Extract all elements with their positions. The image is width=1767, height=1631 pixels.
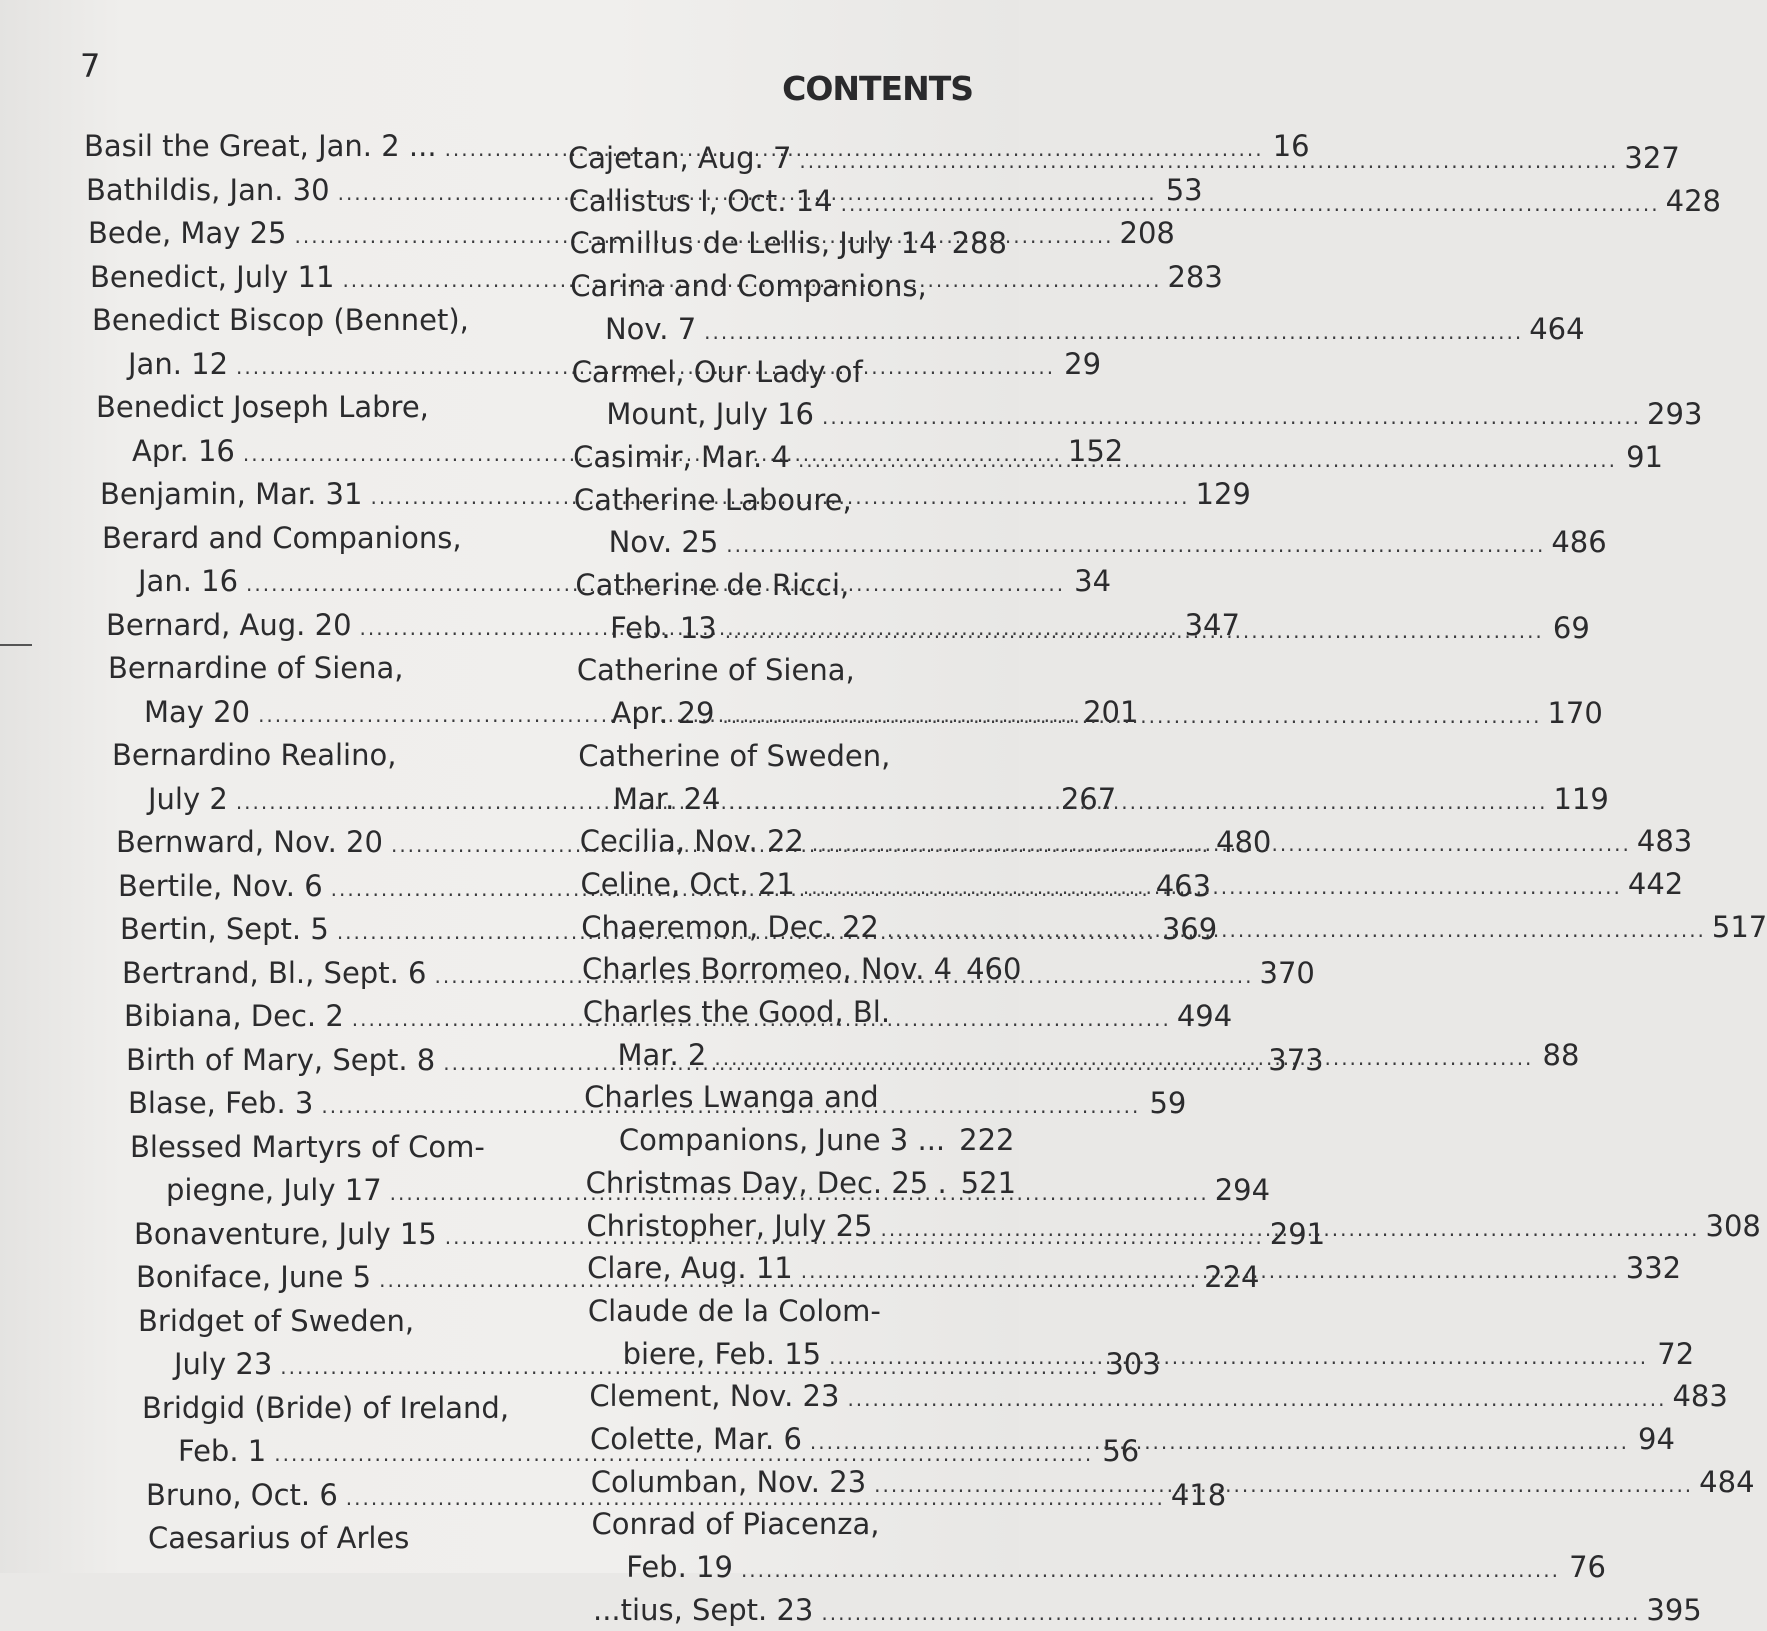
entry-page-number: 208: [1119, 216, 1175, 250]
entry-page-number: 170: [1547, 696, 1603, 731]
dot-leader: [822, 399, 1641, 435]
entry-name: Bridgid (Bride) of Ireland,: [142, 1390, 510, 1425]
entry-name: Conrad of Piacenza,: [591, 1507, 880, 1542]
entry-page-number: 521: [960, 1165, 1017, 1200]
dot-leader: [799, 143, 1618, 179]
entry-page-number: 288: [951, 226, 1007, 261]
index-entry: [112, 737, 410, 773]
index-entry: [585, 1165, 1017, 1201]
dot-leader: [741, 1552, 1560, 1588]
entry-name: Bruno, Oct. 6: [146, 1477, 338, 1512]
entry-page-number: 267: [1060, 781, 1117, 816]
index-entry: [583, 994, 904, 1030]
entry-name: Carina and Companions,: [570, 269, 927, 304]
entry-name: Catherine Laboure,: [573, 482, 852, 517]
index-entry: [96, 389, 443, 425]
entry-name: Benedict Joseph Labre,: [96, 390, 429, 424]
entry-name: Catherine of Sweden,: [578, 738, 891, 773]
index-entry: [570, 268, 940, 304]
entry-name: ...tius, Sept. 23: [593, 1592, 814, 1627]
index-entry: [148, 1520, 423, 1556]
entry-name: July 2: [148, 781, 228, 816]
index-entry: [578, 738, 904, 774]
entry-name: Apr. 29: [611, 696, 715, 731]
dot-leader: [847, 1381, 1666, 1417]
entry-page-number: 69: [1552, 610, 1590, 645]
entry-name: Birth of Mary, Sept. 8: [126, 1042, 436, 1077]
entry-name: Colette, Mar. 6: [590, 1422, 802, 1456]
entry-name: Bonaventure, July 15: [134, 1216, 437, 1251]
entry-name: Bertrand, Bl., Sept. 6: [122, 955, 427, 990]
entry-name: Celine, Oct. 21: [580, 866, 795, 901]
index-entry: [604, 311, 1585, 347]
entry-name: Feb. 13: [610, 610, 717, 645]
entry-name: Companions, June 3 ...: [618, 1123, 946, 1158]
index-entry: [574, 482, 866, 518]
entry-name: Bertile, Nov. 6: [118, 868, 323, 903]
entry-name: Bridget of Sweden,: [138, 1303, 415, 1338]
entry-name: Berard and Companions,: [102, 520, 462, 555]
index-entry: [577, 652, 869, 688]
entry-page-number: 224: [1204, 1260, 1260, 1294]
index-entry: [608, 524, 1607, 560]
entry-name: Apr. 16: [132, 433, 235, 468]
dot-leader: [810, 1424, 1629, 1460]
entry-page-number: 442: [1627, 866, 1684, 901]
entry-name: Benedict, July 11: [90, 259, 335, 294]
entry-name: Clare, Aug. 11: [587, 1251, 793, 1286]
index-entry: [92, 302, 483, 338]
entry-name: Claude de la Colom-: [587, 1293, 881, 1328]
entry-name: Bernard, Aug. 20: [106, 607, 352, 642]
entry-name: Benedict Biscop (Bennet),: [92, 303, 469, 337]
dot-leader: [798, 442, 1617, 478]
entry-page-number: 222: [959, 1123, 1015, 1158]
dot-leader: [726, 527, 1545, 563]
entry-page-number: 201: [1083, 694, 1139, 729]
entry-page-number: 293: [1647, 397, 1703, 432]
entry-page-number: 327: [1624, 141, 1680, 175]
entry-page-number: 34: [1074, 564, 1112, 598]
dot-leader: [874, 1467, 1693, 1503]
index-entry: [138, 1303, 428, 1339]
entry-page-number: 395: [1646, 1592, 1702, 1627]
index-entry: [592, 1506, 894, 1542]
running-head: CONTENTS: [782, 69, 973, 108]
dot-leader: [880, 1211, 1699, 1247]
index-entry: [142, 1390, 523, 1426]
dot-leader: [728, 784, 1547, 820]
index-entry: [575, 567, 863, 603]
entry-name: Blessed Martyrs of Com-: [130, 1129, 485, 1164]
dot-leader: [887, 912, 1706, 948]
entry-page-number: 88: [1542, 1037, 1580, 1072]
entry-page-number: 463: [1155, 868, 1212, 903]
entry-page-number: 16: [1272, 129, 1310, 163]
entry-page-number: 494: [1176, 999, 1233, 1033]
entry-page-number: 460: [966, 952, 1022, 987]
entry-page-number: 283: [1167, 259, 1223, 294]
entry-name: Chaeremon, Dec. 22: [581, 909, 879, 944]
entry-page-number: 291: [1269, 1216, 1326, 1251]
index-entry: [606, 396, 1703, 432]
entry-name: Nov. 7: [604, 311, 697, 346]
entry-name: Carmel, Our Lady of: [571, 354, 863, 389]
dot-leader: [812, 826, 1631, 862]
dot-leader: [841, 186, 1660, 222]
entry-page-number: 119: [1553, 781, 1609, 816]
entry-name: Feb. 1: [178, 1434, 267, 1468]
entry-page-number: 152: [1067, 433, 1124, 468]
entry-name: Camillus de Lellis, July 14: [569, 226, 938, 261]
entry-page-number: 370: [1259, 955, 1315, 990]
entry-page-number: 76: [1569, 1550, 1606, 1585]
index-entry: [588, 1293, 895, 1329]
index-entry: [626, 1549, 1606, 1585]
entry-name: Columban, Nov. 23: [590, 1464, 867, 1499]
entry-page-number: 373: [1268, 1042, 1324, 1077]
dot-leader: [829, 1339, 1648, 1375]
entry-name: Bernardine of Siena,: [108, 651, 404, 685]
index-entry: [584, 1079, 893, 1115]
entry-page-number: 94: [1638, 1422, 1675, 1456]
entry-name: Mar. 24: [613, 781, 721, 816]
index-entry: [102, 520, 476, 556]
entry-name: Nov. 25: [608, 525, 719, 560]
index-entry: [130, 1129, 499, 1165]
entry-name: Cecilia, Nov. 22: [579, 824, 804, 859]
entry-name: Bernward, Nov. 20: [116, 825, 383, 859]
dot-leader: [801, 1253, 1620, 1289]
entry-page-number: 53: [1165, 172, 1203, 207]
index-entry: [572, 354, 877, 390]
entry-name: Clement, Nov. 23: [589, 1379, 840, 1414]
entry-page-number: 59: [1149, 1086, 1187, 1120]
index-entry: [569, 225, 1007, 261]
dot-leader: [714, 1040, 1533, 1076]
entry-name: Callistus I, Oct. 14: [568, 183, 833, 218]
entry-name: Charles Borromeo, Nov. 4: [581, 952, 953, 987]
entry-page-number: 332: [1625, 1251, 1682, 1286]
entry-page-number: 464: [1529, 311, 1585, 346]
entry-page-number: 129: [1195, 477, 1251, 511]
entry-name: piegne, July 17: [166, 1173, 382, 1207]
entry-name: Christmas Day, Dec. 25 .: [585, 1165, 947, 1200]
entry-page-number: 428: [1665, 183, 1721, 218]
dot-leader: [803, 869, 1622, 905]
index-entry: [618, 1122, 1015, 1158]
entry-page-number: 294: [1214, 1173, 1271, 1207]
entry-page-number: 369: [1161, 912, 1218, 946]
entry-name: Jan. 12: [128, 346, 229, 381]
entry-page-number: 517: [1711, 909, 1767, 944]
index-entry: [593, 1592, 1702, 1628]
page-number: 7: [80, 47, 101, 85]
entry-name: Jan. 16: [138, 564, 239, 598]
entry-page-number: 29: [1064, 346, 1102, 381]
entry-name: Blase, Feb. 3: [128, 1086, 314, 1120]
entry-name: Caesarius of Arles: [148, 1521, 410, 1555]
entry-name: Bibiana, Dec. 2: [124, 999, 344, 1033]
entry-name: Catherine of Siena,: [576, 653, 855, 688]
entry-name: Charles the Good, Bl.: [582, 995, 891, 1029]
entry-name: Mount, July 16: [606, 397, 815, 432]
entry-name: July 23: [174, 1347, 273, 1381]
entry-name: Feb. 19: [626, 1550, 733, 1585]
dot-leader: [725, 613, 1544, 649]
entry-name: Mar. 2: [617, 1037, 707, 1072]
margin-mark: [0, 644, 32, 646]
entry-name: Bede, May 25: [88, 216, 287, 250]
entry-page-number: 347: [1184, 607, 1240, 642]
entry-name: Basil the Great, Jan. 2 ...: [84, 129, 437, 163]
entry-name: Cajetan, Aug. 7: [568, 141, 792, 175]
entry-name: Boniface, June 5: [136, 1260, 372, 1294]
entry-page-number: 56: [1102, 1434, 1140, 1468]
index-entry: [108, 650, 417, 686]
dot-leader: [821, 1595, 1640, 1631]
entry-name: Bathildis, Jan. 30: [86, 172, 330, 207]
entry-name: biere, Feb. 15: [622, 1336, 822, 1371]
entry-name: Catherine de Ricci,: [575, 568, 850, 602]
entry-page-number: 480: [1216, 825, 1272, 859]
entry-name: Bernardino Realino,: [112, 738, 397, 772]
entry-page-number: 484: [1699, 1464, 1755, 1499]
entry-name: Benjamin, Mar. 31: [100, 477, 363, 511]
entry-page-number: 308: [1705, 1208, 1761, 1243]
entry-page-number: 483: [1672, 1379, 1728, 1414]
entry-name: Bertin, Sept. 5: [120, 912, 329, 946]
entry-page-number: 72: [1657, 1336, 1695, 1371]
dot-leader: [704, 314, 1523, 350]
entry-page-number: 418: [1170, 1477, 1227, 1512]
index-entry: [581, 951, 1022, 987]
entry-name: May 20: [144, 694, 251, 729]
entry-name: Christopher, July 25: [586, 1208, 873, 1243]
entry-page-number: 303: [1105, 1347, 1161, 1381]
entry-page-number: 486: [1551, 525, 1607, 560]
entry-name: Charles Lwanga and: [584, 1080, 879, 1115]
entry-page-number: 483: [1636, 824, 1693, 859]
entry-name: Casimir, Mar. 4: [573, 439, 790, 474]
entry-page-number: 91: [1626, 439, 1663, 474]
index-entry: [589, 1378, 1728, 1414]
dot-leader: [722, 698, 1541, 734]
